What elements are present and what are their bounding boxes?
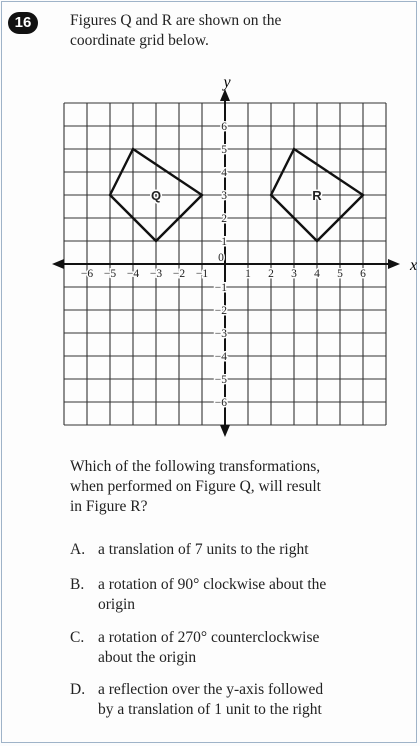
question-prompt: [70, 457, 406, 517]
y-tick-label: −4: [214, 351, 227, 363]
choice-b-letter: B.: [70, 576, 85, 593]
y-tick-label: −2: [214, 305, 227, 317]
x-tick-label: 4: [314, 268, 320, 280]
question-number-badge: 16: [8, 12, 38, 34]
choice-b-text-line-2: origin: [98, 596, 136, 613]
figure-r-label: R: [312, 188, 322, 203]
choice-c-text-line-1: a rotation of 270° counterclockwise: [98, 629, 320, 646]
x-tick-label: 5: [337, 268, 343, 280]
choice-d-text-line-2: by a translation of 1 unit to the right: [98, 701, 322, 718]
y-axis-label: y: [223, 74, 231, 91]
choice-a-letter: A.: [70, 541, 86, 558]
stem-line-2: coordinate grid below.: [70, 32, 209, 49]
choice-d-letter: D.: [70, 681, 86, 698]
y-axis-arrow-icon: [220, 425, 230, 437]
question-line-3: in Figure R?: [70, 498, 148, 515]
origin-label: 0: [218, 252, 224, 264]
x-tick-label: 3: [291, 268, 297, 280]
x-tick-label: −2: [172, 268, 186, 280]
y-tick-label: 3: [221, 190, 227, 202]
x-tick-label: 6: [360, 268, 366, 280]
x-axis-label: x: [410, 257, 418, 274]
choice-b[interactable]: [70, 575, 406, 615]
y-tick-label: 4: [221, 167, 227, 179]
choice-c-text-line-2: about the origin: [98, 649, 197, 666]
x-tick-label: −1: [195, 268, 209, 280]
choice-c[interactable]: [70, 628, 406, 668]
y-tick-label: 6: [221, 121, 227, 133]
choice-a-text: a translation of 7 units to the right: [98, 541, 309, 558]
choice-a[interactable]: [70, 540, 406, 560]
question-line-2: when performed on Figure Q, will result: [70, 478, 321, 495]
choice-c-letter: C.: [70, 629, 85, 646]
y-tick-label: 1: [221, 236, 227, 248]
y-tick-label: −3: [214, 328, 227, 340]
x-tick-label: 1: [245, 268, 251, 280]
x-tick-label: −4: [126, 268, 140, 280]
question-line-1: Which of the following transformations,: [70, 458, 321, 475]
x-tick-label: −6: [80, 268, 94, 280]
y-tick-label: −5: [214, 374, 227, 386]
stem-line-1: Figures Q and R are shown on the: [70, 12, 282, 29]
y-tick-label: −6: [214, 397, 227, 409]
choice-d-text-line-1: a reflection over the y-axis followed: [98, 681, 324, 698]
x-axis-arrow-icon: [52, 259, 64, 269]
choice-b-text-line-1: a rotation of 90° clockwise about the: [98, 576, 327, 593]
x-tick-label: −3: [149, 268, 163, 280]
y-tick-label: 5: [221, 144, 227, 156]
figure-q-label: Q: [150, 188, 162, 203]
x-tick-label: 2: [268, 268, 274, 280]
choice-d[interactable]: [70, 680, 406, 720]
x-axis-arrow-icon: [388, 259, 400, 269]
y-tick-label: 2: [221, 213, 227, 225]
x-tick-label: −5: [103, 268, 117, 280]
y-tick-label: −1: [214, 282, 227, 294]
